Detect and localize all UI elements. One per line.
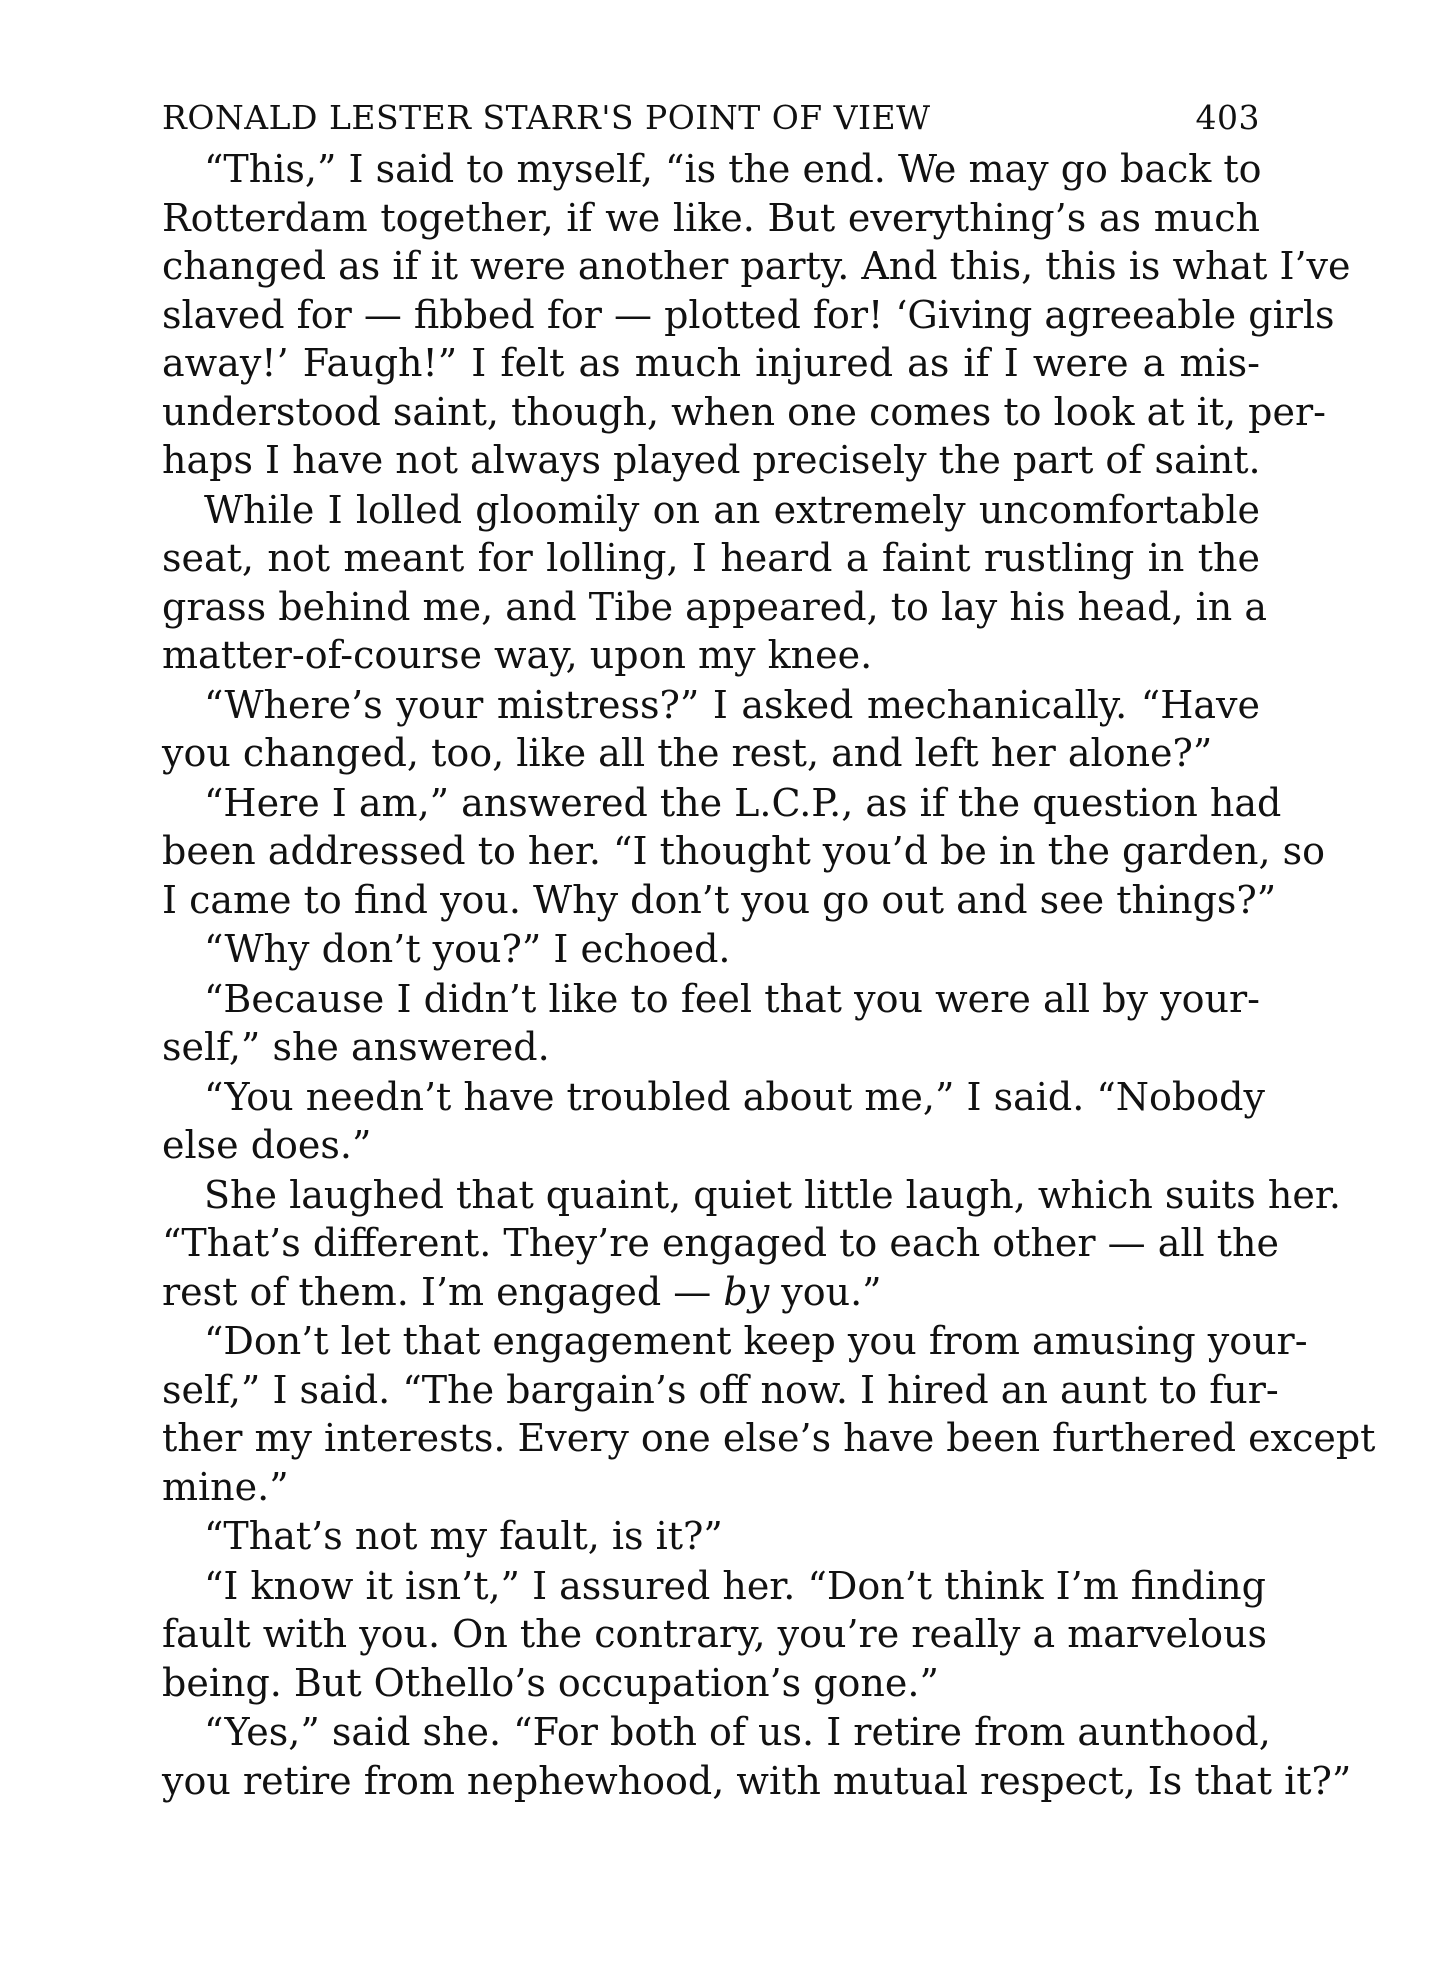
text-line: “Yes,” said she. “For both of us. I retire from aunthood, (204, 1710, 1271, 1754)
paragraph (162, 779, 1325, 925)
body-text (162, 145, 1376, 1805)
text-line: haps I have not always played precisely the part of saint. (162, 438, 1261, 482)
text-line: grass behind me, and Tibe appeared, to lay his head, in a (162, 584, 1267, 629)
paragraph (162, 925, 1260, 974)
paragraph (162, 1562, 1268, 1708)
text-line: seat, not meant for lolling, I heard a faint rustling in the (162, 536, 1260, 580)
text-segment: rest of them. I’m engaged — (162, 1269, 724, 1314)
text-line: While I lolled gloomily on an extremely uncomfortable (204, 487, 1260, 532)
text-line: She laughed that quaint, quiet little laugh, which suits her. (204, 1172, 1341, 1217)
text-line: “This,” I said to myself, “is the end. We may go back to (204, 147, 1262, 191)
text-line: self,” I said. “The bargain’s off now. I hired an aunt to fur- (162, 1367, 1279, 1412)
text-line: you changed, too, like all the rest, and left her alone?” (162, 731, 1213, 775)
text-line: “You needn’t have troubled about me,” I said. “Nobody (204, 1074, 1265, 1119)
text-line: I came to find you. Why don’t you go out and see things?” (162, 877, 1277, 922)
paragraph (162, 1512, 1260, 1561)
paragraph (162, 145, 1351, 485)
text-line: “Where’s your mistress?” I asked mechanically. “Have (204, 682, 1260, 727)
running-head (162, 98, 1260, 137)
text-line: away!’ Faugh!” I felt as much injured as if I were a mis- (162, 341, 1260, 385)
paragraph (162, 1171, 1341, 1317)
text-line: “I know it isn’t,” I assured her. “Don’t think I’m finding (204, 1563, 1266, 1608)
paragraph (162, 1708, 1352, 1805)
text-line: “Here I am,” answered the L.C.P., as if the question had (204, 780, 1282, 825)
text-line: ther my interests. Every one else’s have been furthered except (162, 1416, 1376, 1460)
text-line: “Don’t let that engagement keep you from amusing your- (204, 1319, 1308, 1363)
text-line: matter-of-course way, upon my knee. (162, 633, 873, 677)
text-line: changed as if it were another party. And this, this is what I’ve (162, 244, 1351, 288)
text-line: you retire from nephewhood, with mutual respect, Is that it?” (162, 1758, 1352, 1803)
running-title: RONALD LESTER STARR'S POINT OF VIEW (162, 98, 931, 137)
paragraph (162, 681, 1260, 778)
page-number: 403 (1195, 98, 1260, 137)
text-line: understood saint, though, when one comes to look at it, per- (162, 389, 1326, 434)
text-line: self,” she answered. (162, 1025, 550, 1069)
text-line: “Because I didn’t like to feel that you were all by your- (204, 976, 1260, 1021)
book-page (162, 98, 1376, 1806)
italic-emphasis: by (723, 1269, 770, 1314)
paragraph (162, 1073, 1265, 1170)
text-line: “That’s not my fault, is it?” (204, 1514, 723, 1558)
text-line: else does.” (162, 1123, 372, 1167)
text-line: being. But Othello’s occupation’s gone.” (162, 1660, 939, 1705)
text-line: fault with you. On the contrary, you’re really a marvelous (162, 1612, 1268, 1656)
text-segment: you.” (769, 1269, 882, 1314)
text-line (162, 1268, 1260, 1317)
text-line: slaved for — fibbed for — plotted for! ‘Giving agreeable girls (162, 292, 1335, 337)
text-line: “Why don’t you?” I echoed. (204, 927, 731, 971)
text-line: been addressed to her. “I thought you’d be in the garden, so (162, 829, 1325, 873)
text-line: Rotterdam together, if we like. But everything’s as much (162, 195, 1260, 240)
text-line: “That’s different. They’re engaged to each other — all the (162, 1221, 1280, 1265)
paragraph (162, 975, 1260, 1072)
paragraph (162, 486, 1267, 680)
text-line: mine.” (162, 1464, 289, 1509)
paragraph (162, 1317, 1376, 1511)
